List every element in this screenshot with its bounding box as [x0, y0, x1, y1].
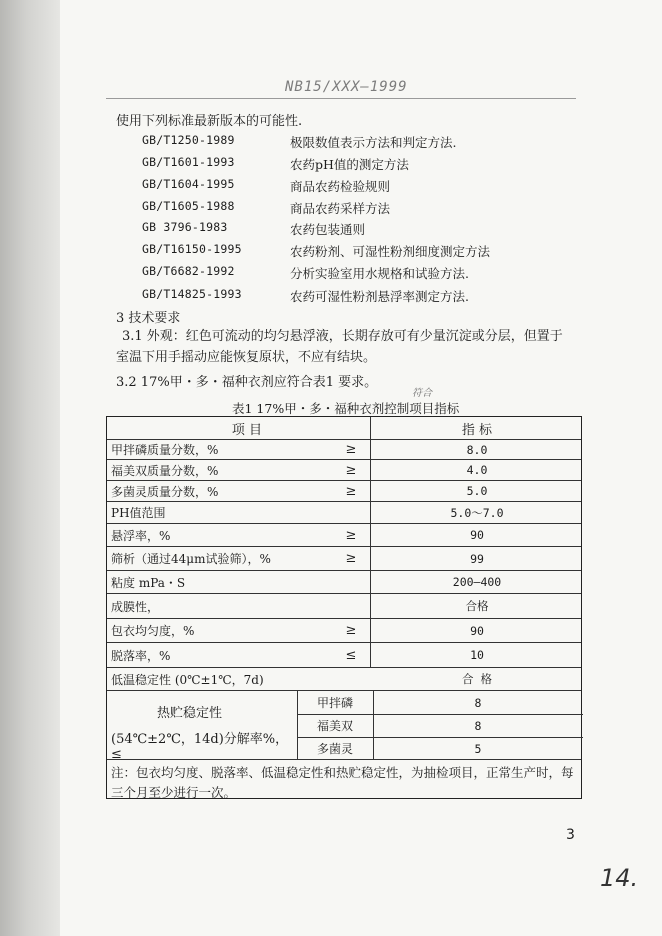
heat-sub-row — [297, 737, 583, 760]
table-row — [107, 481, 581, 502]
heat-sub-row — [297, 691, 583, 715]
table-row — [107, 643, 581, 668]
handwritten-annotation: 符合 — [412, 388, 432, 399]
heat-component: 多菌灵 — [316, 742, 353, 756]
paragraph-3-1-line-2: 室温下用手摇动应能恢复原状，不应有结块。 — [116, 350, 377, 365]
paragraph-3-2: 3.2 17%甲・多・福种衣剂应符合表1 要求。 — [116, 375, 378, 390]
table-row — [107, 502, 581, 524]
reference-code: GB/T1601-1993 — [142, 155, 235, 169]
row-item: 包衣均匀度，% — [111, 624, 195, 638]
table-row — [107, 571, 581, 594]
row-value: 5.0～7.0 — [450, 505, 504, 520]
table-row — [107, 440, 581, 460]
table-row — [107, 547, 581, 571]
intro-text: 使用下列标准最新版本的可能性. — [116, 114, 303, 129]
header-rule — [106, 98, 576, 99]
table-row — [107, 594, 581, 619]
table-row — [107, 619, 581, 643]
table-note-row — [107, 760, 581, 800]
table-row — [107, 460, 581, 481]
row-operator: ≥ — [345, 527, 357, 543]
row-item: PH值范围 — [111, 506, 166, 520]
heat-stability-label-cell — [107, 691, 297, 762]
heat-component: 福美双 — [316, 719, 353, 733]
page-number: 3 — [566, 827, 575, 843]
row-value: 90 — [470, 623, 484, 638]
row-item: 甲拌磷质量分数，% — [111, 443, 219, 457]
row-operator — [339, 571, 363, 593]
row-value: 合格 — [465, 599, 489, 613]
reference-code: GB/T1605-1988 — [142, 199, 235, 213]
reference-code: GB/T6682-1992 — [142, 264, 235, 278]
row-operator: ≤ — [345, 647, 357, 663]
table-note-line-1: 注：包衣均匀度、脱落率、低温稳定性和热贮稳定性，为抽检项目，正常生产时，每 — [111, 765, 574, 780]
row-item: 筛析（通过44μm试验筛），% — [111, 552, 271, 566]
row-operator: ≥ — [345, 483, 357, 499]
row-operator — [339, 668, 363, 690]
row-value: 8.0 — [466, 442, 488, 457]
reference-title: 农药粉剂、可湿性粉剂细度测定方法 — [290, 244, 491, 259]
table-header-row — [107, 417, 581, 440]
table-row — [107, 668, 581, 691]
row-value: 99 — [470, 551, 484, 566]
row-operator: ≥ — [345, 462, 357, 478]
table-row — [107, 524, 581, 547]
table-note — [111, 763, 577, 803]
row-operator — [339, 594, 363, 618]
header-item: 项 目 — [231, 422, 263, 438]
row-value: 5.0 — [466, 484, 488, 498]
row-item: 成膜性， — [111, 599, 160, 614]
handwritten-page-number: 14. — [600, 864, 639, 892]
row-value: 合 格 — [462, 672, 492, 686]
heat-component: 甲拌磷 — [316, 696, 353, 710]
reference-code: GB/T1250-1989 — [142, 133, 235, 147]
reference-code: GB/T16150-1995 — [142, 242, 242, 256]
row-item: 多菌灵质量分数，% — [111, 484, 219, 499]
section-3-heading: 3 技术要求 — [116, 311, 181, 326]
reference-title: 极限数值表示方法和判定方法. — [290, 135, 457, 150]
heat-stability-block — [107, 691, 581, 760]
heat-stability-condition: (54℃±2℃，14d)分解率%，≤ — [111, 732, 289, 762]
row-item: 脱落率，% — [111, 648, 171, 663]
row-value: 10 — [470, 648, 484, 662]
row-value: 4.0 — [466, 463, 488, 477]
page-binding-shadow — [0, 0, 60, 936]
row-value: 90 — [470, 528, 484, 542]
handwritten-standard-number: NB15/XXX—1999 — [285, 79, 408, 95]
table-caption: 表1 17%甲・多・福种衣剂控制项目指标 — [232, 401, 460, 416]
reference-code: GB 3796-1983 — [142, 220, 228, 234]
row-value: 200—400 — [452, 575, 502, 589]
row-operator — [339, 502, 363, 523]
heat-value: 5 — [474, 741, 482, 756]
row-item: 福美双质量分数，% — [111, 463, 219, 478]
reference-code: GB/T14825-1993 — [142, 287, 242, 301]
row-operator: ≥ — [345, 623, 357, 638]
heat-stability-title: 热贮稳定性 — [157, 706, 223, 721]
table-note-line-2: 三个月至少进行一次。 — [111, 785, 237, 800]
heat-sub-row — [297, 714, 583, 738]
row-operator: ≥ — [345, 551, 357, 566]
heat-value: 8 — [474, 718, 482, 733]
reference-title: 商品农药检验规则 — [290, 179, 391, 194]
specification-table — [106, 416, 582, 799]
reference-title: 农药包装通则 — [290, 222, 366, 237]
heat-value: 8 — [474, 695, 482, 710]
row-operator: ≥ — [345, 442, 357, 457]
paragraph-3-1-line-1: 3.1 外观：红色可流动的均匀悬浮液，长期存放可有少量沉淀或分层，但置于 — [122, 329, 563, 344]
reference-title: 商品农药采样方法 — [290, 201, 391, 216]
reference-title: 农药pH值的测定方法 — [290, 157, 409, 172]
header-index: 指 标 — [461, 422, 493, 438]
reference-title: 分析实验室用水规格和试验方法. — [290, 266, 469, 281]
reference-code: GB/T1604-1995 — [142, 177, 235, 191]
row-item: 粘度 mPa・S — [111, 575, 186, 590]
reference-title: 农药可湿性粉剂悬浮率测定方法. — [290, 289, 469, 304]
row-item: 悬浮率，% — [111, 528, 171, 543]
row-item: 低温稳定性 (0℃±1℃，7d) — [111, 672, 264, 687]
